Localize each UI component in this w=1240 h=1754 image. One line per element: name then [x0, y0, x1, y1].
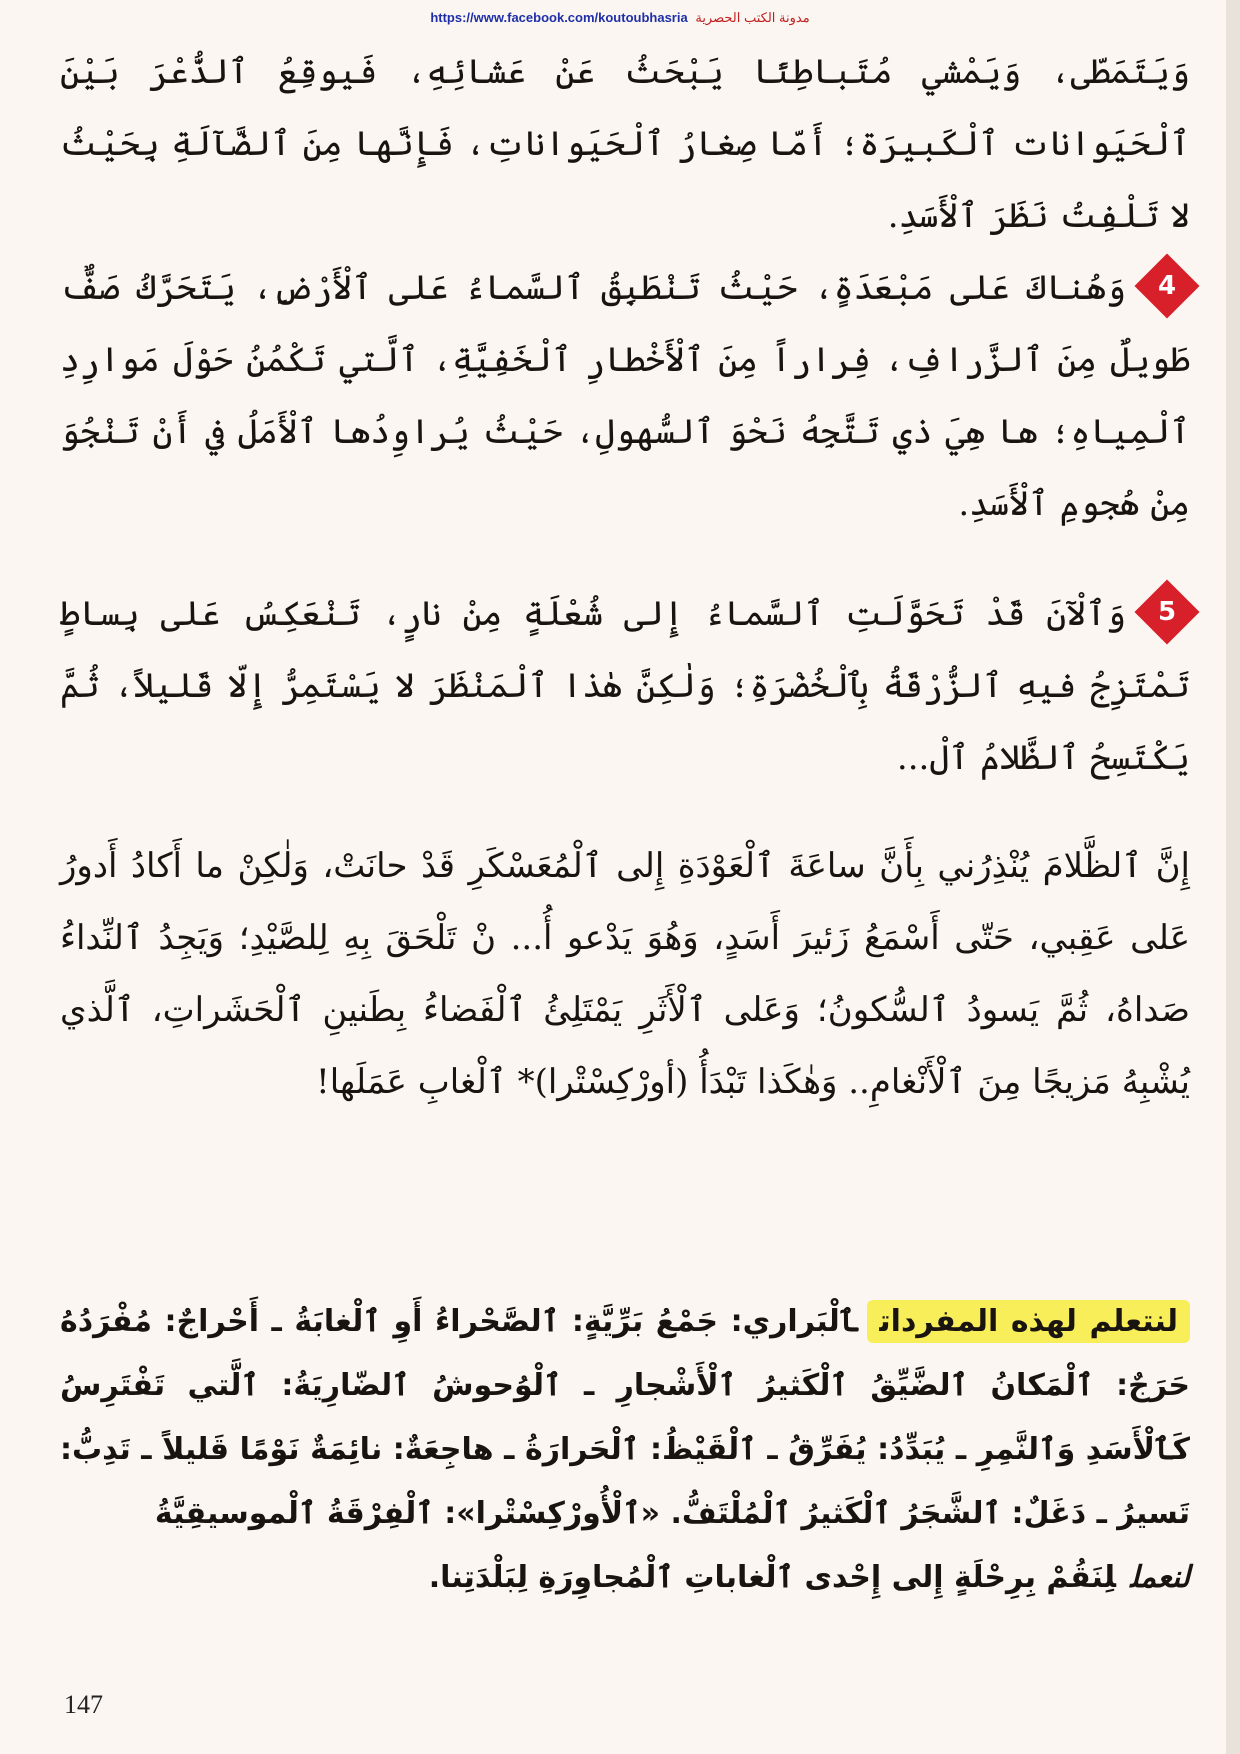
page-edge [1226, 0, 1240, 1754]
paragraph-5 [60, 578, 1190, 794]
header-blog-name: مدونة الكتب الحصرية [695, 10, 810, 25]
header-url[interactable]: https://www.facebook.com/koutoubhasria [430, 10, 688, 25]
vocabulary-title: لنتعلم لهذه المفردات [867, 1300, 1190, 1343]
paragraph-text: وَهُناكَ عَلى مَبْعَدَةٍ، حَيْثُ تَنْطَبِقُ ٱلسَّماءُ عَلى ٱلْأَرْضِ، يَتَحَرَّكُ صَفٌّ طَويلٌ مِنَ ٱلزَّرافِ، فِراراً مِنَ ٱلْأَخْطارِ ٱلْخَفِيَّةِ، ٱلَّتي تَكْمُنُ حَوْلَ مَوارِدِ ٱلْمِياهِ؛ ها هِيَ ذي تَتَّجِهُ نَحْوَ ٱلسُّهولِ، حَيْثُ يُراوِدُها ٱلْأَمَلُ في أَنْ تَنْجُوَ مِنْ هُجومِ ٱلْأَسَدِ. [60, 268, 1190, 524]
vocabulary-text: ٱلْبَراري: جَمْعُ بَرِّيَّةٍ: ٱلصَّحْراءُ أَوِ ٱلْغابَةُ ـ أَحْراجٌ: مُفْرَدُهُ حَرَجٌ: ٱلْمَكانُ ٱلضَّيِّقُ ٱلْكَثيرُ ٱلْأَشْجارِ ـ ٱلْوُحوشُ ٱلضّارِيَةُ: ٱلَّتي تَفْتَرِسُ كَٱلْأَسَدِ وَٱلنَّمِرِ ـ يُبَدِّدُ: يُفَرِّقُ ـ ٱلْقَيْظُ: ٱلْحَرارَةُ ـ هاجِعَةٌ: نائِمَةٌ نَوْمًا قَليلاً ـ تَدِبُّ: تَسيرُ ـ دَغَلٌ: ٱلشَّجَرُ ٱلْكَثيرُ ٱلْمُلْتَفُّ. «ٱلْأُورْكِسْتْرا»: ٱلْفِرْقَةُ ٱلْموسيقِيَّةُ [60, 1304, 1190, 1531]
paragraph-number-badge [1134, 579, 1199, 644]
task-text: لِنَقُمْ بِرِحْلَةٍ إِلى إِحْدى ٱلْغاباتِ ٱلْمُجاوِرَةِ لِبَلْدَتِنا. [428, 1560, 1117, 1595]
vocabulary-section [60, 1290, 1190, 1610]
paragraph-number: 4 [1157, 271, 1177, 301]
header-watermark [0, 10, 1240, 26]
paragraph-number-badge [1134, 253, 1199, 318]
paragraph-text: وَٱلْآنَ قَدْ تَحَوَّلَتِ ٱلسَّماءُ إِلى شُعْلَةٍ مِنْ نارٍ، تَنْعَكِسُ عَلى بِساطٍ تَمْتَزِجُ فيهِ ٱلزُّرْقَةُ بِٱلْخُضْرَةِ؛ وَلٰكِنَّ هٰذا ٱلْمَنْظَرَ لا يَسْتَمِرُّ إِلّا قَليلاً، ثُمَّ يَكْتَسِحُ ٱلظَّلامُ ٱلْ... [60, 594, 1190, 778]
paragraph-text: وَيَتَمَطّى، وَيَمْشي مُتَباطِئًا يَبْحَثُ عَنْ عَشائِهِ، فَيوقِعُ ٱلذُّعْرَ بَيْنَ ٱلْحَيَوانات ٱلْكَبيرَة؛ أَمّا صِغارُ ٱلْحَيَواناتِ، فَإِنَّها مِنَ ٱلضَّآلَةِ بِحَيْثُ لا تَلْفِتُ نَظَرَ ٱلْأَسَدِ. [60, 52, 1190, 236]
paragraph-number: 5 [1157, 597, 1177, 627]
paragraph-intro [60, 36, 1190, 252]
page-number: 147 [64, 1690, 103, 1719]
task-label: لنعمل [1130, 1560, 1190, 1595]
paragraph-4 [60, 252, 1190, 540]
paragraph-text: إِنَّ ٱلظَّلامَ يُنْذِرُني بِأَنَّ ساعَةَ ٱلْعَوْدَةِ إِلى ٱلْمُعَسْكَرِ قَدْ حانَتْ، وَلٰكِنْ ما أَكادُ أَدورُ عَلى عَقِبي، حَتّى أَسْمَعُ زَئيرَ أَسَدٍ، وَهُوَ يَدْعو أُ... نْ تَلْحَقَ بِهِ لِلصَّيْدِ؛ وَيَجِدُ ٱلنِّداءُ صَداهُ، ثُمَّ يَسودُ ٱلسُّكونُ؛ وَعَلى ٱلْأَثَرِ يَمْتَلِئُ ٱلْفَضاءُ بِطَنينِ ٱلْحَشَراتِ، ٱلَّذي يُشْبِهُ مَزيجًا مِنَ ٱلْأَنْغامِ.. وَهٰكَذا تَبْدَأُ (أورْكِسْتْرا)* ٱلْغابِ عَمَلَها! [60, 846, 1190, 1102]
paragraph-6 [60, 830, 1190, 1118]
